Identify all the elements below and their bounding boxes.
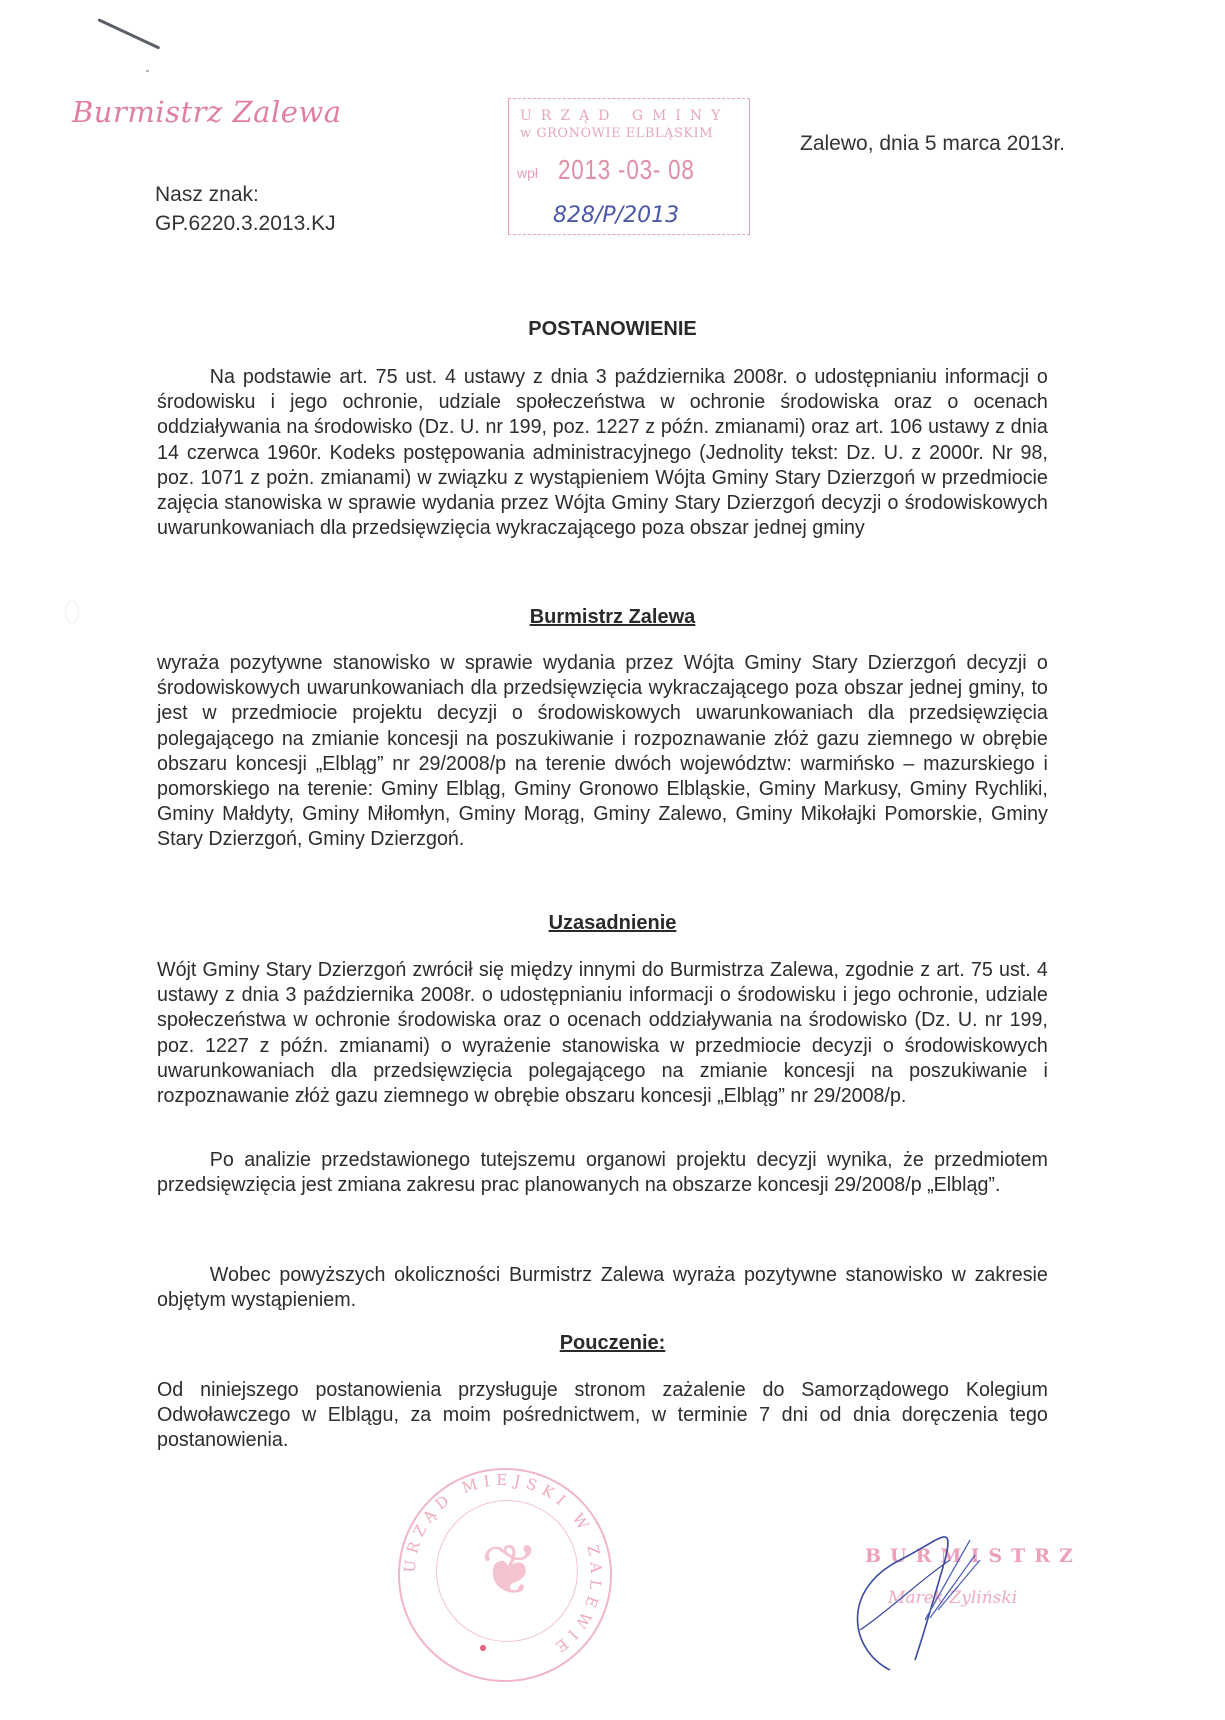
justification-paragraph: Wójt Gminy Stary Dzierzgoń zwrócił się między innymi do Burmistrza Zalewa, zgodnie z art. 75 ust. 4 ustawy z dnia 3 października 2008r. o udostępnianiu informacji o środowisku i jego ochronie, udziale społeczeństwa w ochronie środowiska oraz o ocenach oddziaływania na środowisko (Dz. U. nr 199, poz. 1227 z późn. zmianami) o wyrażenie stanowiska w przedmiocie decyzji o środowiskowych uwarunkowaniach dla przedsięwzięcia polegającego na zmianie koncesji na poszukiwanie i rozpoznawanie złóż gazu ziemnego w obrębie obszaru koncesji „Elbląg” nr 29/2008/p. (157, 958, 1048, 1108)
signatory-name: Marek Żyliński (888, 1588, 1018, 1608)
stamp-received-date: 2013 -03- 08 (558, 154, 695, 185)
svg-text:URZĄD MIEJSKI W ZALEWIE: URZĄD MIEJSKI W ZALEWIE (400, 1470, 606, 1660)
justification-paragraph: Po analizie przedstawionego tutejszemu organowi projektu decyzji wynika, że przedmiotem przedsięwzięcia jest zmiana zakresu prac planowanych na obszarze koncesji 29/2008/p „Elbląg”. (157, 1148, 1048, 1197)
decision-paragraph: wyraża pozytywne stanowisko w sprawie wydania przez Wójta Gminy Stary Dzierzgoń decyzji o środowiskowych uwarunkowaniach dla przedsięwzięcia wykraczającego poza obszar jednej gminy, to jest w przedmiocie projektu decyzji o środowiskowych uwarunkowaniach dla przedsięwzięcia polegającego na zmianie koncesji na poszukiwanie i rozpoznawanie złóż gazu ziemnego w obrębie obszaru koncesji „Elbląg” nr 29/2008/p na terenie dwóch województw: warmińsko – mazurskiego i pomorskiego na terenie: Gminy Elbląg, Gminy Gronowo Elbląskie, Gminy Markusy, Gminy Rychliki, Gminy Małdyty, Gminy Miłomłyn, Gminy Morąg, Gminy Zalewo, Gminy Mikołajki Pomorskie, Gminy Stary Dzierzgoń, Gminy Dzierzgoń. (157, 651, 1048, 851)
stamp-office-line2: w GRONOWIE ELBLĄSKIM (520, 126, 714, 141)
legal-basis-text: Na podstawie art. 75 ust. 4 ustawy z dnia 3 października 2008r. o udostępnianiu informacji o środowisku i jego ochronie, udziale społeczeństwa w ochronie środowiska oraz o ocenach oddziaływania na środowisko (Dz. U. nr 199, poz. 1227 z późn. zmianami) oraz art. 106 ustawy z dnia 14 czerwca 1960r. Kodeks postępowania administracyjnego (Jednolity tekst: Dz. U. z 2000r. Nr 98, poz. 1071 z pożn. zmianami) w związku z wystąpieniem Wójta Gminy Stary Dzierzgoń w przedmiocie zajęcia stanowiska w sprawie wydania przez Wójta Gminy Stary Dzierzgoń decyzji o środowiskowych uwarunkowaniach dla przedsięwzięcia wykraczającego poza obszar jednej gminy (157, 365, 1048, 540)
staple-mark (97, 18, 160, 49)
instruction-paragraph: Od niniejszego postanowienia przysługuje stronom zażalenie do Samorządowego Kolegium Odwoławczego w Elblągu, za moim pośrednictwem, w terminie 7 dni od dnia doręczenia tego postanowienia. (157, 1378, 1048, 1452)
justification-heading: Uzasadnienie (548, 912, 677, 934)
stamp-received-label: wpł (517, 165, 539, 181)
eagle-emblem-icon: ❦ (480, 1531, 540, 1609)
reference-label: Nasz znak: (155, 183, 259, 206)
stamp-office-line1: URZĄD GMINY (520, 108, 730, 124)
authority-heading: Burmistrz Zalewa (529, 606, 696, 628)
instruction-heading: Pouczenie: (559, 1332, 666, 1354)
handwritten-signature (830, 1500, 1030, 1680)
document-title: POSTANOWIENIE (528, 318, 697, 340)
place-date: Zalewo, dnia 5 marca 2013r. (800, 132, 1065, 155)
justification-paragraph: Wobec powyższych okoliczności Burmistrz Zalewa wyraża pozytywne stanowisko w zakresie objętym wystąpieniem. (157, 1263, 1048, 1312)
legal-basis-paragraph (157, 364, 1048, 540)
scan-dot (146, 70, 149, 72)
reference-number: GP.6220.3.2013.KJ (155, 212, 336, 235)
seal-dot (480, 1645, 486, 1651)
stamp-registry-number: 828/P/2013 (553, 203, 680, 228)
signature-title: BURMISTRZ (865, 1545, 1082, 1567)
letterhead: Burmistrz Zalewa (72, 95, 342, 129)
